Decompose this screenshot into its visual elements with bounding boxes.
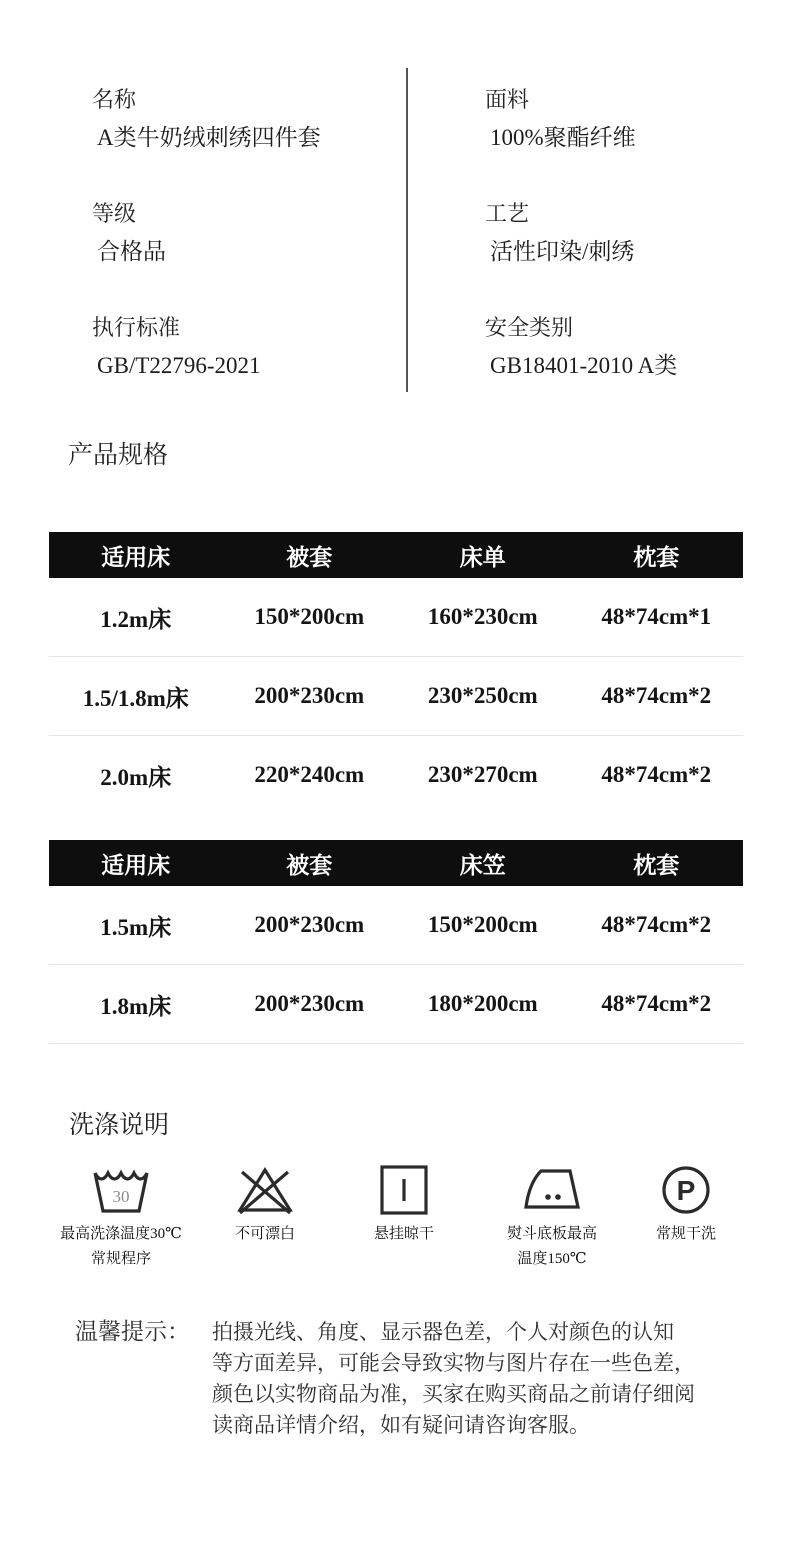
info-value: A类牛奶绒刺绣四件套 [97,125,321,150]
table-cell: 48*74cm*2 [601,683,712,708]
table-header-row [49,532,743,578]
table-row [49,886,743,965]
spec-table-sheet [49,532,743,814]
table-header-row [49,840,743,886]
info-value: 100%聚酯纤维 [490,125,636,150]
table-cell: 48*74cm*1 [601,604,712,629]
info-value: GB/T22796-2021 [97,353,261,378]
info-label: 工艺 [485,201,530,226]
spec-section-title: 产品规格 [68,442,169,469]
table-header-cell: 床单 [459,544,506,570]
info-group-grade [92,200,321,267]
table-cell: 1.5m床 [100,914,172,940]
table-cell: 150*200cm [427,912,538,937]
washing-item-label: 常规程序 [90,1251,151,1267]
table-cell: 48*74cm*2 [601,912,712,937]
table-cell: 1.5/1.8m床 [82,685,189,711]
table-cell: 160*230cm [427,604,538,629]
svg-text:30: 30 [112,1187,130,1206]
washing-item-label: 悬挂晾干 [373,1226,434,1242]
washing-item-label: 不可漂白 [234,1226,295,1242]
table-cell: 200*230cm [254,991,365,1016]
svg-text:P: P [676,1175,696,1206]
table-cell: 180*200cm [427,991,538,1016]
washing-section-title: 洗涤说明 [69,1112,170,1139]
tips-text [212,1317,695,1441]
table-row [49,965,743,1044]
dry-clean-icon [654,1162,718,1218]
info-label: 面料 [485,87,530,112]
info-column-right [485,86,677,428]
table-cell: 1.8m床 [100,993,172,1019]
info-label: 安全类别 [485,315,574,340]
washing-item-dry-clean [601,1162,771,1243]
table-header-cell: 适用床 [101,852,171,878]
info-value: 合格品 [97,239,166,264]
table-header-cell: 枕套 [633,544,680,570]
iron-max-150-icon [520,1162,584,1218]
info-value: 活性印染/刺绣 [490,239,635,264]
table-cell: 1.2m床 [100,606,172,632]
table-cell: 2.0m床 [100,764,172,790]
washing-item-label: 最高洗涤温度30℃ [60,1226,182,1242]
hang-dry-icon [372,1162,436,1218]
info-group-fabric [485,86,677,153]
washing-item-label: 温度150℃ [517,1251,587,1267]
info-label: 名称 [92,87,137,112]
table-header-cell: 被套 [286,544,333,570]
table-cell: 48*74cm*2 [601,762,712,787]
table-header-cell: 枕套 [633,852,680,878]
tips-label: 温馨提示： [75,1319,190,1344]
info-group-name [92,86,321,153]
table-cell: 230*250cm [427,683,538,708]
tips-line: 颜色以实物商品为准，买家在购买商品之前请仔细阅 [212,1382,695,1406]
tips-line: 读商品详情介绍，如有疑问请咨询客服。 [212,1413,590,1437]
info-value: GB18401-2010 A类 [490,353,678,378]
tips-line: 等方面差异，可能会导致实物与图片存在一些色差， [212,1351,695,1375]
info-label: 执行标准 [92,315,181,340]
table-row [49,736,743,814]
table-row [49,578,743,657]
washing-item-hang-dry [319,1162,489,1243]
table-header-cell: 适用床 [101,544,171,570]
wash-max-30-icon [89,1162,153,1218]
washing-item-label: 熨斗底板最高 [506,1226,597,1242]
spec-table-fitted [49,840,743,1044]
info-group-safety [485,314,677,381]
table-cell: 48*74cm*2 [601,991,712,1016]
table-header-cell: 被套 [286,852,333,878]
info-group-craft [485,200,677,267]
column-divider [406,68,408,392]
table-row [49,657,743,736]
table-cell: 150*200cm [254,604,365,629]
info-label: 等级 [92,201,137,226]
washing-item-label: 常规干洗 [655,1226,716,1242]
no-bleach-icon [233,1162,297,1218]
table-header-cell: 床笠 [459,852,506,878]
info-column-left [92,86,321,428]
table-cell: 200*230cm [254,683,365,708]
table-cell: 230*270cm [427,762,538,787]
table-cell: 220*240cm [254,762,365,787]
info-group-standard [92,314,321,381]
tips-line: 拍摄光线、角度、显示器色差，个人对颜色的认知 [212,1320,674,1344]
table-cell: 200*230cm [254,912,365,937]
